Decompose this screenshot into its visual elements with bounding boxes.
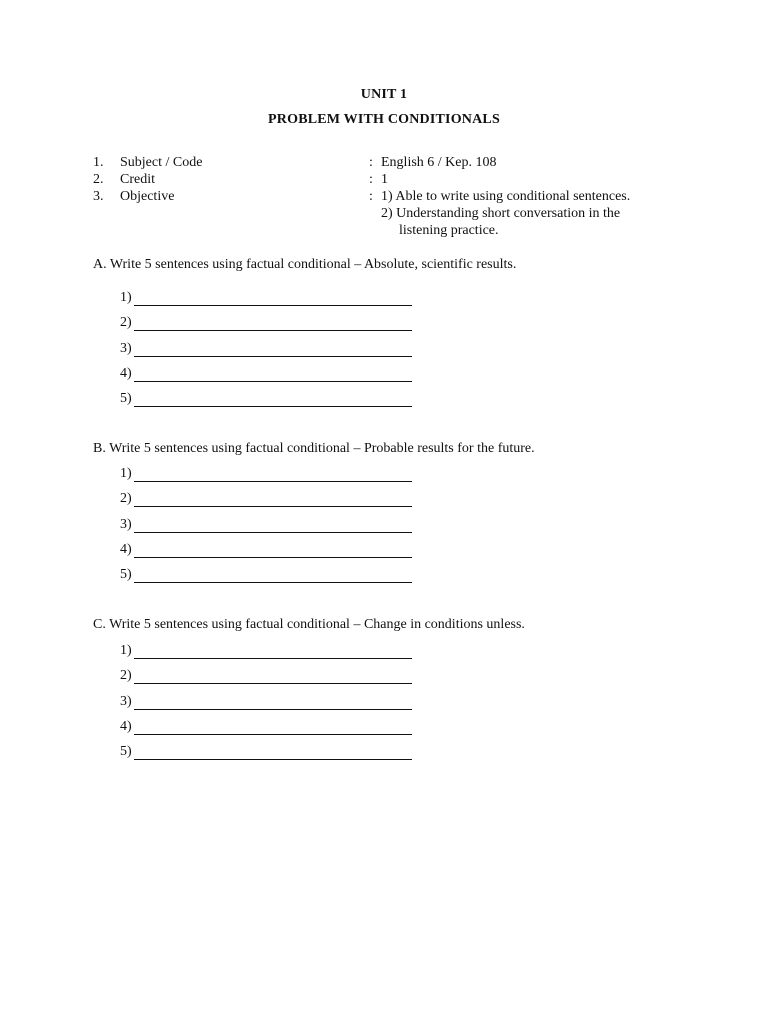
section-heading: C. Write 5 sentences using factual conditional – Change in conditions unless. (93, 617, 525, 632)
answer-number: 5) (120, 744, 132, 759)
answer-blank-line (134, 330, 412, 331)
info-value: 1) Able to write using conditional sentences. (381, 189, 631, 204)
answer-blank-line (134, 759, 412, 760)
answer-number: 3) (120, 517, 132, 532)
answer-blank-line (134, 532, 412, 533)
answer-blank-line (134, 734, 412, 735)
answer-number: 3) (120, 341, 132, 356)
answer-number: 2) (120, 668, 132, 683)
info-colon: : (369, 172, 373, 187)
info-row-credit (93, 171, 713, 188)
section-heading: A. Write 5 sentences using factual conditional – Absolute, scientific results. (93, 257, 517, 272)
answer-number: 4) (120, 719, 132, 734)
answer-blank-line (134, 481, 412, 482)
answer-number: 3) (120, 694, 132, 709)
unit-title: UNIT 1 (360, 87, 408, 102)
info-number: 1. (93, 155, 104, 170)
objective-line-2: 2) Understanding short conversation in the (381, 206, 621, 221)
answer-number: 5) (120, 567, 132, 582)
info-row-objective (93, 188, 713, 205)
page-title: PROBLEM WITH CONDITIONALS (268, 112, 500, 127)
answer-blank-line (134, 557, 412, 558)
info-colon: : (369, 155, 373, 170)
answer-number: 1) (120, 290, 132, 305)
answer-blank-line (134, 506, 412, 507)
info-colon: : (369, 189, 373, 204)
answer-number: 2) (120, 315, 132, 330)
answer-blank-line (134, 658, 412, 659)
info-value: English 6 / Kep. 108 (381, 155, 497, 170)
answer-blank-line (134, 406, 412, 407)
info-number: 2. (93, 172, 104, 187)
answer-blank-line (134, 356, 412, 357)
section-heading: B. Write 5 sentences using factual conditional – Probable results for the future. (93, 441, 535, 456)
info-label: Credit (120, 172, 155, 187)
answer-blank-line (134, 305, 412, 306)
info-label: Subject / Code (120, 155, 203, 170)
info-row-subject (93, 154, 713, 171)
answer-blank-line (134, 709, 412, 710)
info-number: 3. (93, 189, 104, 204)
answer-blank-line (134, 582, 412, 583)
info-label: Objective (120, 189, 175, 204)
info-value: 1 (381, 172, 388, 187)
answer-number: 1) (120, 466, 132, 481)
answer-number: 1) (120, 643, 132, 658)
objective-line-3: listening practice. (399, 223, 499, 238)
answer-number: 4) (120, 366, 132, 381)
answer-blank-line (134, 381, 412, 382)
answer-number: 4) (120, 542, 132, 557)
answer-number: 5) (120, 391, 132, 406)
answer-blank-line (134, 683, 412, 684)
answer-number: 2) (120, 491, 132, 506)
